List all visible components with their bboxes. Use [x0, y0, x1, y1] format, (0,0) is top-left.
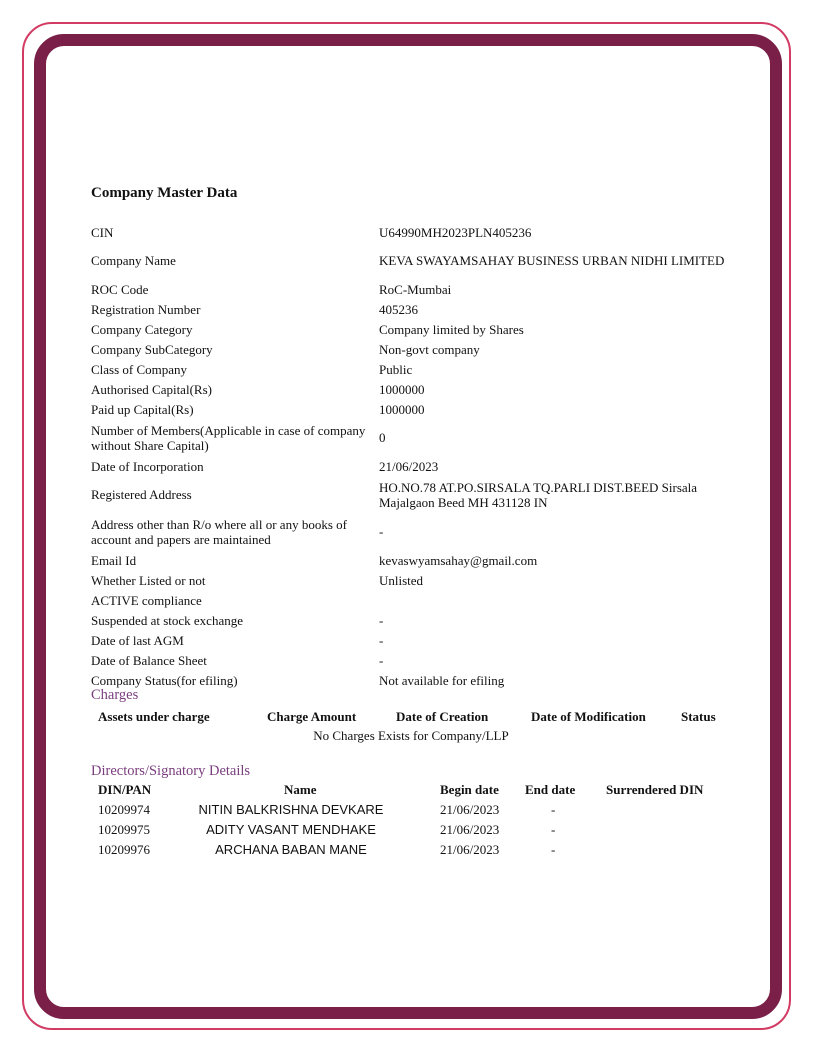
master-row-value: KEVA SWAYAMSAHAY BUSINESS URBAN NIDHI LIMITED: [379, 253, 725, 268]
master-row-label: Company Status(for efiling): [91, 672, 238, 688]
master-row-value: 1000000: [379, 401, 425, 417]
master-row-value: -: [379, 652, 384, 668]
master-row-label: Authorised Capital(Rs): [91, 381, 212, 397]
director-name: NITIN BALKRISHNA DEVKARE: [198, 802, 384, 817]
director-din: 10209976: [98, 842, 150, 857]
directors-header-din: DIN/PAN: [98, 782, 152, 797]
director-name: ADITY VASANT MENDHAKE: [206, 822, 376, 837]
page-title: Company Master Data: [91, 185, 238, 201]
charges-header-assets: Assets under charge: [98, 709, 210, 724]
master-row-value: Public: [379, 361, 413, 377]
master-row-value: 1000000: [379, 381, 425, 397]
director-end-date: -: [551, 802, 556, 817]
director-begin-date: 21/06/2023: [440, 822, 500, 837]
director-din: 10209975: [98, 822, 150, 837]
master-row-label: Suspended at stock exchange: [91, 612, 243, 628]
master-row: [91, 476, 751, 513]
master-row: [91, 359, 751, 379]
master-row: [91, 570, 751, 590]
master-row: [91, 419, 751, 456]
master-row-label: Registration Number: [91, 301, 201, 317]
director-end-date: -: [551, 822, 556, 837]
directors-header-surrendered: Surrendered DIN: [606, 782, 704, 797]
master-row: [91, 630, 751, 650]
master-row-value: 21/06/2023: [379, 458, 439, 474]
master-row-label: Company Category: [91, 321, 193, 337]
master-row-label: Date of last AGM: [91, 632, 184, 648]
director-row: [91, 822, 731, 842]
master-row: [91, 242, 751, 279]
master-row: [91, 339, 751, 359]
charges-title: Charges: [91, 687, 139, 703]
master-row-label: Company SubCategory: [91, 341, 213, 357]
master-row-value: kevaswyamsahay@gmail.com: [379, 552, 538, 568]
master-row: [91, 610, 751, 630]
master-row: [91, 590, 751, 610]
master-row-label: CIN: [91, 224, 114, 240]
director-end-date: -: [551, 842, 556, 857]
master-row: [91, 399, 751, 419]
director-begin-date: 21/06/2023: [440, 802, 500, 817]
directors-title: Directors/Signatory Details: [91, 763, 251, 779]
master-row: [91, 279, 751, 299]
master-row: [91, 222, 751, 242]
charges-header-modification: Date of Modification: [531, 709, 646, 724]
master-row: [91, 513, 751, 550]
master-row: [91, 550, 751, 570]
company-master-table: [91, 222, 751, 690]
master-row-value: Unlisted: [379, 572, 424, 588]
master-row-label: Whether Listed or not: [91, 572, 206, 588]
master-row-label: Number of Members(Applicable in case of company without Share Capital): [91, 422, 366, 453]
master-row-label: Company Name: [91, 253, 176, 268]
directors-header-end: End date: [525, 782, 576, 797]
master-row-value: U64990MH2023PLN405236: [379, 224, 532, 240]
master-row-value: 0: [379, 430, 386, 445]
master-row-label: Date of Balance Sheet: [91, 652, 207, 668]
directors-header-name: Name: [284, 782, 317, 797]
master-row-label: ACTIVE compliance: [91, 592, 202, 608]
master-row-label: Registered Address: [91, 487, 192, 502]
master-row-value: Company limited by Shares: [379, 321, 524, 337]
charges-header-status: Status: [681, 709, 716, 724]
directors-header-row: [91, 782, 731, 802]
charges-header-amount: Charge Amount: [267, 709, 357, 724]
master-row-label: Address other than R/o where all or any books of account and papers are maintained: [91, 516, 347, 547]
master-row-value: -: [379, 632, 384, 648]
master-row-value: -: [379, 612, 384, 628]
director-begin-date: 21/06/2023: [440, 842, 500, 857]
master-row-value: Not available for efiling: [379, 672, 505, 688]
director-row: [91, 802, 731, 822]
directors-table: [91, 782, 731, 862]
master-row: [91, 299, 751, 319]
master-row-label: Date of Incorporation: [91, 458, 204, 474]
directors-header-begin: Begin date: [440, 782, 499, 797]
charges-header-creation: Date of Creation: [396, 709, 489, 724]
director-name: ARCHANA BABAN MANE: [215, 842, 367, 857]
master-row-label: Email Id: [91, 552, 137, 568]
master-row-value: 405236: [379, 301, 418, 317]
master-row-value: RoC-Mumbai: [379, 281, 452, 297]
director-row: [91, 842, 731, 862]
director-din: 10209974: [98, 802, 150, 817]
master-row: [91, 650, 751, 670]
master-row-value: -: [379, 524, 384, 539]
master-row-value: Non-govt company: [379, 341, 480, 357]
master-row-label: Paid up Capital(Rs): [91, 401, 194, 417]
master-row: [91, 670, 751, 690]
master-row: [91, 456, 751, 476]
master-row-label: Class of Company: [91, 361, 188, 377]
master-row-value: HO.NO.78 AT.PO.SIRSALA TQ.PARLI DIST.BEED Sirsala Majalgaon Beed MH 431128 IN: [379, 479, 698, 510]
master-row: [91, 319, 751, 339]
master-row: [91, 379, 751, 399]
master-row-label: ROC Code: [91, 281, 149, 297]
charges-empty-message: No Charges Exists for Company/LLP: [313, 728, 509, 743]
